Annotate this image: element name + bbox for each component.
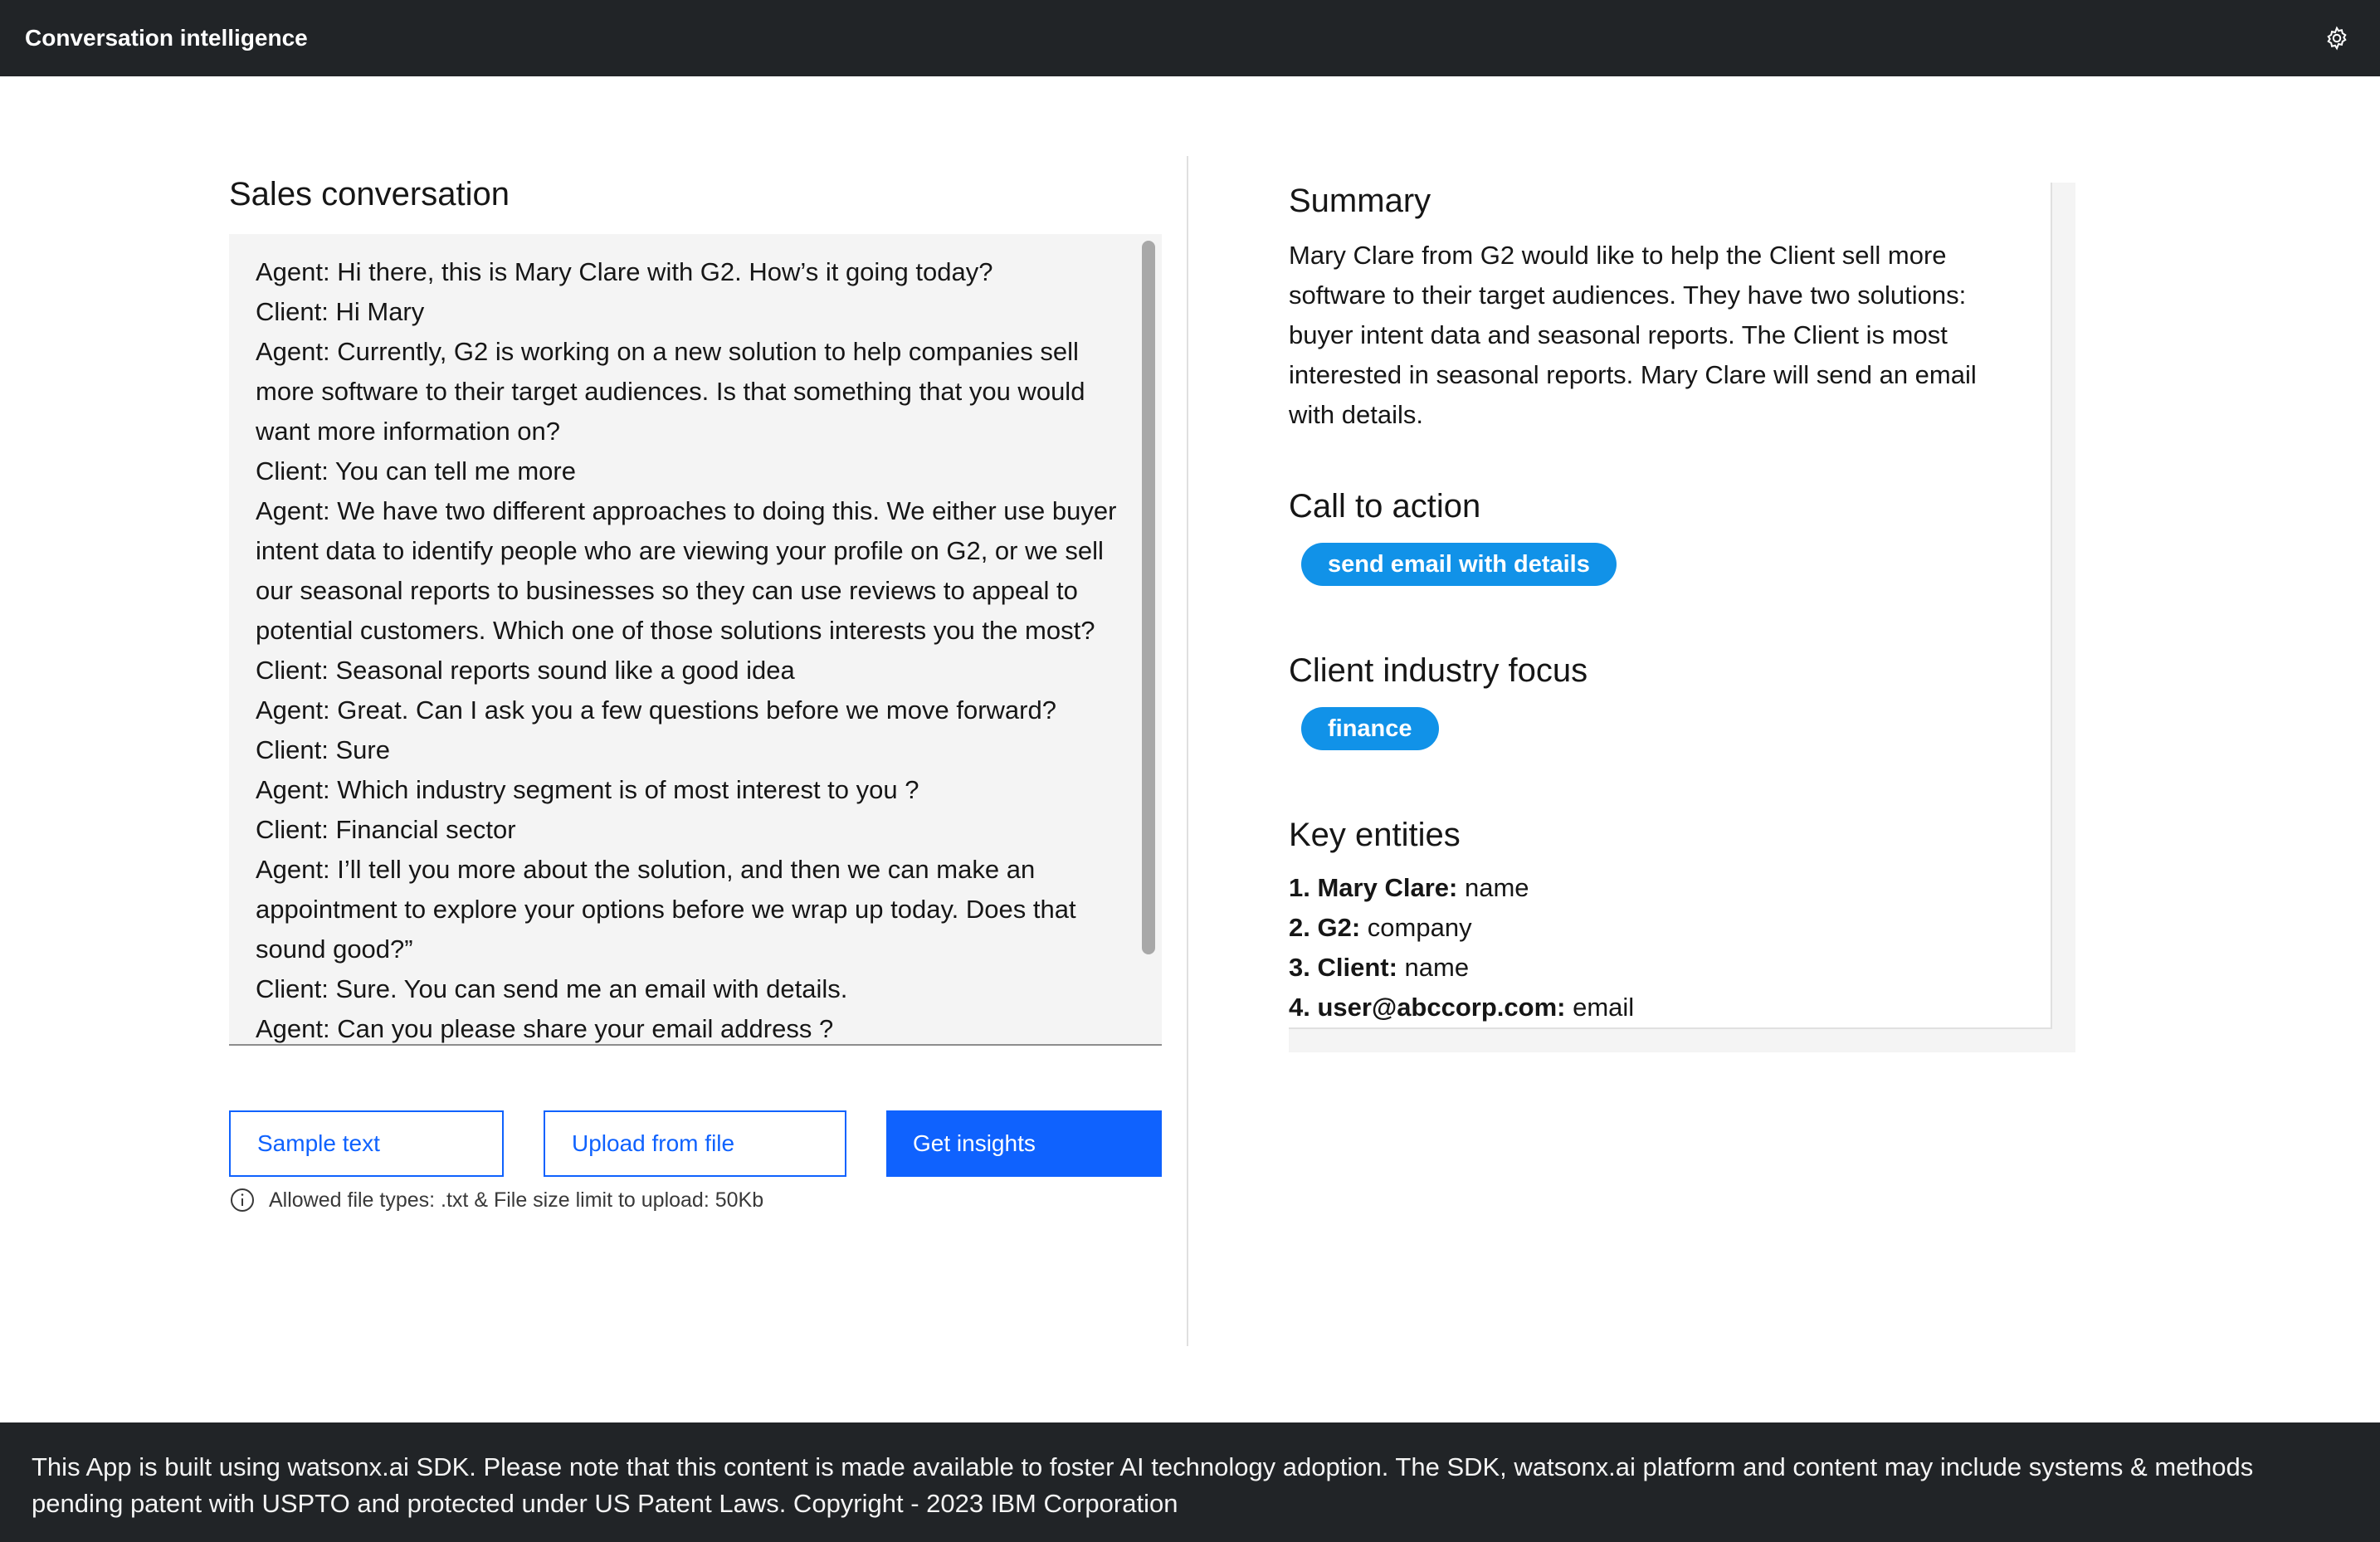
app-title: Conversation intelligence <box>25 25 308 51</box>
transcript-content <box>256 252 1119 1046</box>
transcript-line: Client: Financial sector <box>256 815 516 844</box>
transcript-line: Client: Seasonal reports sound like a good idea <box>256 656 795 685</box>
summary-text: Mary Clare from G2 would like to help the Client sell more software to their target audiences. They have two solutions: buyer intent data and seasonal reports. The Client is most interested in seasonal reports. Mary Clare will send an email with details. <box>1289 241 1977 429</box>
transcript-textarea[interactable] <box>229 234 1162 1046</box>
industry-title: Client industry focus <box>1289 652 1588 689</box>
transcript-line: Agent: Can you please share your email address ? <box>256 1014 834 1043</box>
left-column <box>229 176 1162 1212</box>
transcript-line: Client: Sure. You can send me an email with details. <box>256 974 848 1003</box>
transcript-line: Agent: I’ll tell you more about the solution, and then we can make an appointment to explore your options before we wrap up today. Does that sound good?” <box>256 855 1076 964</box>
cta-title: Call to action <box>1289 488 1481 525</box>
entity-item: 4. user@abccorp.com: email <box>1289 993 1635 1022</box>
transcript-line: Agent: Great. Can I ask you a few questions before we move forward? <box>256 695 1056 725</box>
entity-item: 3. Client: name <box>1289 953 1470 982</box>
transcript-line: Agent: We have two different approaches to doing this. We either use buyer intent data to identify people who are viewing your profile on G2, or we sell our seasonal reports to businesses so they can use reviews to appeal to potential customers. Which one of those solutions interests you the most? <box>256 496 1117 645</box>
entity-item: 1. Mary Clare: name <box>1289 873 1529 902</box>
cta-tag: send email with details <box>1301 543 1617 586</box>
entity-item: 2. G2: company <box>1289 913 1472 942</box>
transcript-line: Client: Hi Mary <box>256 297 425 326</box>
transcript-scrollbar[interactable] <box>1142 241 1155 954</box>
transcript-line: Agent: Currently, G2 is working on a new solution to help companies sell more software to their target audiences. Is that something that you would want more information on? <box>256 337 1085 446</box>
info-icon <box>229 1187 256 1213</box>
app-footer <box>0 1422 2380 1542</box>
footer-text: This App is built using watsonx.ai SDK. Please note that this content is made available to foster AI technology adoption. The SDK, watsonx.ai platform and content may include systems & methods pending patent with USPTO and protected under US Patent Laws. Copyright - 2023 IBM Corporation <box>32 1452 2254 1518</box>
transcript-line: Client: You can tell me more <box>256 456 576 486</box>
transcript-line: Agent: Which industry segment is of most interest to you ? <box>256 775 919 804</box>
app-header <box>0 0 2380 76</box>
summary-title: Summary <box>1289 183 1431 219</box>
get-insights-button[interactable]: Get insights <box>886 1110 1162 1177</box>
transcript-line: Agent: Hi there, this is Mary Clare with G2. How’s it going today? <box>256 257 993 286</box>
upload-file-button[interactable]: Upload from file <box>544 1110 846 1177</box>
industry-tag: finance <box>1301 707 1439 750</box>
sample-text-button[interactable]: Sample text <box>229 1110 504 1177</box>
file-hint-text: Allowed file types: .txt & File size limit to upload: 50Kb <box>269 1188 764 1212</box>
file-hint <box>229 1187 763 1213</box>
transcript-line: Client: Sure <box>256 735 390 764</box>
sales-conversation-title: Sales conversation <box>229 176 510 212</box>
settings-button[interactable] <box>2319 20 2355 56</box>
gear-icon <box>2324 26 2349 51</box>
key-entities-list <box>1289 868 1634 1027</box>
key-entities-title: Key entities <box>1289 817 1461 853</box>
column-divider <box>1187 156 1188 1346</box>
